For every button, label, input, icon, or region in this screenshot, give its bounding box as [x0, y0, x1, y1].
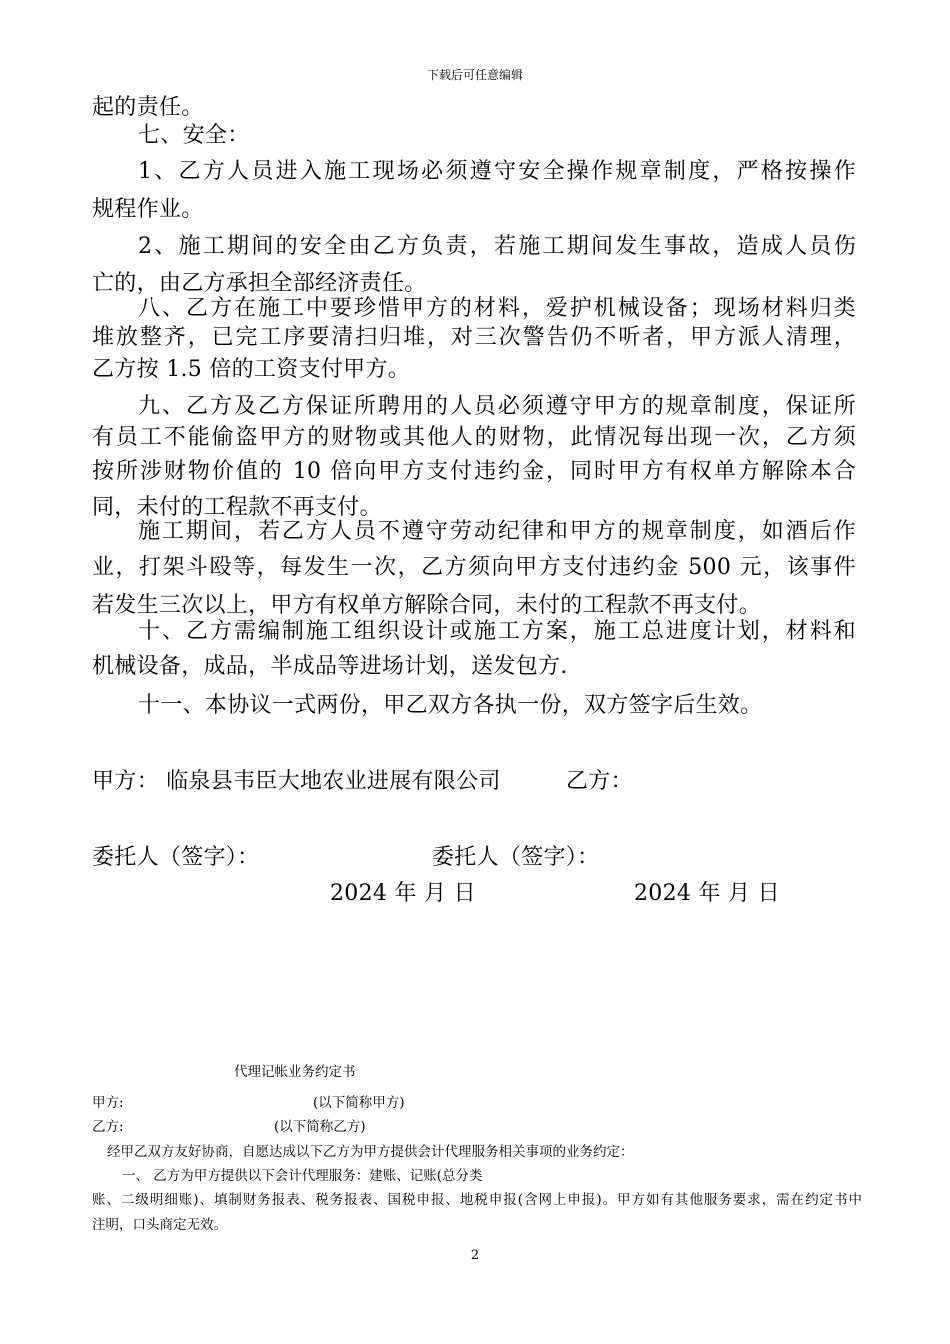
page-header: 下载后可任意编辑	[426, 68, 523, 82]
text-line: 八、乙方在施工中要珍惜甲方的材料，爱护机械设备；现场材料归类	[138, 296, 856, 321]
text-line: 机械设备，成品，半成品等进场计划，送发包方.	[92, 654, 568, 679]
agreement-party-b-note: (以下简称乙方)	[274, 1119, 366, 1135]
date-a: 2024 年 月 日	[330, 881, 476, 906]
agent-a-signature: 委托人（签字）：	[92, 845, 260, 870]
text-line: 2、施工期间的安全由乙方负责，若施工期间发生事故，造成人员伤	[138, 234, 856, 259]
page-number: 2	[470, 1248, 480, 1263]
agreement-item-1: 一、 乙方为甲方提供以下会计代理服务：建账、记账(总分类	[122, 1168, 483, 1184]
text-line: 亡的，由乙方承担全部经济责任。	[92, 271, 427, 296]
agreement-item-1-continued: 账、二级明细账)、填制财务报表、税务报表、国税申报、地税申报(含网上申报)。甲方如有其他服务要求，需在约定书中	[92, 1192, 862, 1208]
text-line: 同，未付的工程款不再支付。	[92, 495, 382, 520]
agreement-intro: 经甲乙双方友好协商，自愿达成以下乙方为甲方提供会计代理服务相关事项的业务约定：	[107, 1144, 634, 1160]
agreement-party-b-label: 乙方:	[92, 1119, 124, 1135]
agreement-party-a-label: 甲方:	[92, 1095, 124, 1111]
text-line: 若发生三次以上，甲方有权单方解除合同，未付的工程款不再支付。	[92, 593, 762, 618]
agreement-party-a-note: (以下简称甲方)	[313, 1095, 405, 1111]
text-line: 堆放整齐，已完工序要清扫归堆，对三次警告仍不听者，甲方派人清理，	[92, 325, 856, 350]
date-b: 2024 年 月 日	[634, 881, 780, 906]
text-line: 十、乙方需编制施工组织设计或施工方案，施工总进度计划，材料和	[138, 619, 856, 644]
text-line: 按所涉财物价值的 10 倍向甲方支付违约金，同时甲方有权单方解除本合	[92, 459, 856, 484]
text-line: 规程作业。	[92, 197, 204, 222]
text-line: 施工期间，若乙方人员不遵守劳动纪律和甲方的规章制度，如酒后作	[138, 519, 856, 544]
section-heading: 七、安全：	[138, 123, 250, 148]
agreement-item-1-end: 注明，口头商定无效。	[92, 1217, 227, 1233]
text-line: 1、乙方人员进入施工现场必须遵守安全操作规章制度，严格按操作	[138, 159, 856, 184]
text-line: 乙方按 1.5 倍的工资支付甲方。	[92, 357, 411, 382]
agent-b-signature: 委托人（签字）：	[432, 845, 600, 870]
party-a-label: 甲方： 临泉县韦臣大地农业进展有限公司	[92, 769, 501, 794]
text-line: 十一、本协议一式两份，甲乙双方各执一份，双方签字后生效。	[138, 693, 763, 718]
agreement-title: 代理记帐业务约定书	[234, 1064, 356, 1080]
text-line: 有员工不能偷盗甲方的财物或其他人的财物，此情况每出现一次，乙方须	[92, 425, 856, 450]
text-line: 业，打架斗殴等，每发生一次，乙方须向甲方支付违约金 500 元，该事件	[92, 555, 856, 580]
party-b-label: 乙方：	[566, 769, 633, 794]
text-line: 起的责任。	[92, 95, 204, 120]
text-line: 九、乙方及乙方保证所聘用的人员必须遵守甲方的规章制度，保证所	[138, 394, 856, 419]
